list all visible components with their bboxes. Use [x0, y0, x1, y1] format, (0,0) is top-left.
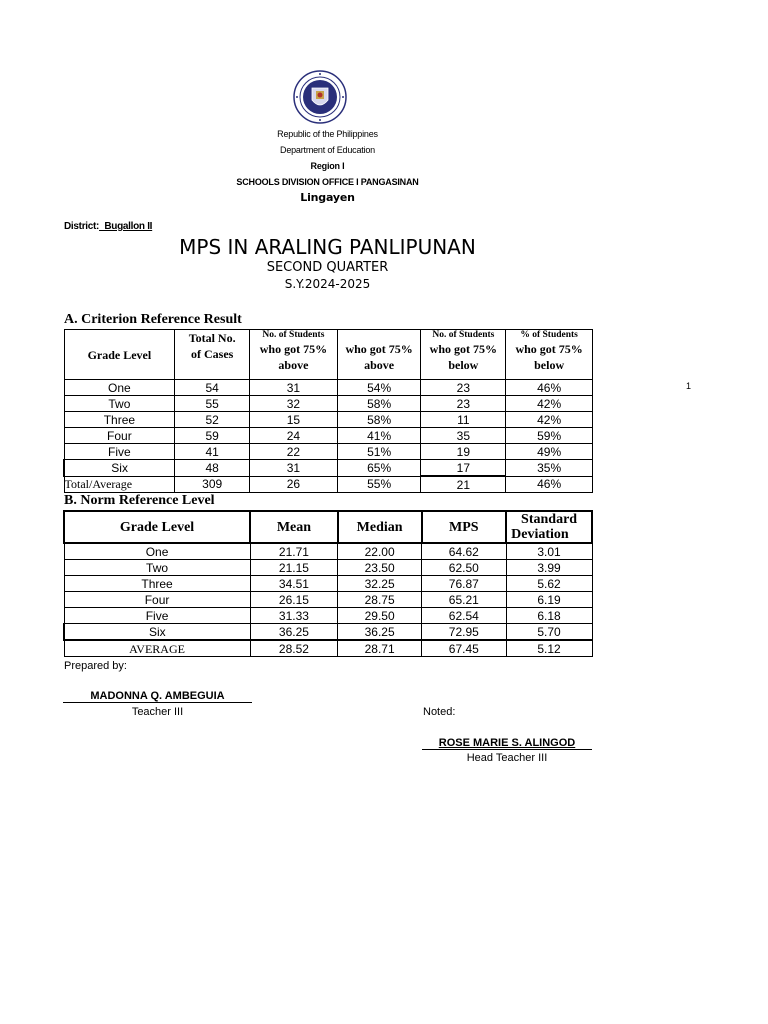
col-percent-above: who got 75% above: [337, 330, 421, 380]
cell: 51%: [337, 444, 421, 460]
cell: 52: [175, 412, 250, 428]
cell: Four: [64, 428, 175, 444]
header-town: Lingayen: [300, 191, 355, 204]
cell: 26.15: [250, 592, 338, 608]
quarter-subtitle: SECOND QUARTER: [266, 260, 389, 275]
cell: 23: [421, 396, 506, 412]
cell: 309: [175, 476, 250, 493]
cell: 42%: [506, 396, 593, 412]
cell: 28.75: [338, 592, 422, 608]
table-row: [64, 543, 592, 560]
prepared-by-label: Prepared by:: [64, 660, 127, 672]
cell: 58%: [337, 412, 421, 428]
cell: 3.99: [506, 560, 592, 576]
cell: 31: [250, 380, 338, 396]
col-grade-level: Grade Level: [64, 511, 250, 543]
col-total-cases: Total No. of Cases: [175, 330, 250, 380]
col-students-above: No. of Students who got 75% above: [250, 330, 338, 380]
cell: Three: [64, 412, 175, 428]
cell: 31: [250, 460, 338, 477]
col-students-below: No. of Students who got 75% below: [421, 330, 506, 380]
cell: Two: [64, 560, 250, 576]
table-row: [64, 608, 592, 624]
deped-seal-icon: [293, 70, 347, 124]
cell: 35%: [506, 460, 593, 477]
cell: 46%: [506, 476, 593, 493]
cell: Four: [64, 592, 250, 608]
cell: 35: [421, 428, 506, 444]
page-title: MPS IN ARALING PANLIPUNAN: [179, 235, 476, 259]
cell: 62.50: [422, 560, 507, 576]
table-row: [64, 412, 593, 428]
preparer-name: MADONNA Q. AMBEGUIA: [63, 690, 252, 703]
page-number: 1: [686, 381, 692, 391]
cell: 59: [175, 428, 250, 444]
district-field: [64, 221, 152, 232]
cell: Five: [64, 608, 250, 624]
table-row: [64, 560, 592, 576]
cell: 32: [250, 396, 338, 412]
cell: 22.00: [338, 543, 422, 560]
cell: 21: [421, 476, 506, 493]
cell: 49%: [506, 444, 593, 460]
cell: 29.50: [338, 608, 422, 624]
noter-title: Head Teacher III: [466, 752, 548, 764]
cell: 17: [421, 460, 506, 477]
section-b-heading: B. Norm Reference Level: [64, 493, 215, 508]
cell: 65%: [337, 460, 421, 477]
header-republic: Republic of the Philippines: [277, 129, 378, 139]
cell: Three: [64, 576, 250, 592]
cell: 41: [175, 444, 250, 460]
noted-label: Noted:: [423, 706, 456, 718]
cell: 28.52: [250, 640, 338, 657]
cell: AVERAGE: [64, 640, 250, 657]
cell: 32.25: [338, 576, 422, 592]
cell: 5.70: [506, 624, 592, 641]
col-mps: MPS: [422, 511, 507, 543]
cell: 62.54: [422, 608, 507, 624]
cell: 48: [175, 460, 250, 477]
cell: 31.33: [250, 608, 338, 624]
col-standard-deviation: Standard Deviation: [506, 511, 592, 543]
cell: 28.71: [338, 640, 422, 657]
cell: 21.71: [250, 543, 338, 560]
table-row-total: [64, 476, 593, 493]
table-row: [64, 460, 593, 477]
cell: 6.19: [506, 592, 592, 608]
table-row: [64, 576, 592, 592]
table-row: [64, 624, 592, 641]
cell: 22: [250, 444, 338, 460]
col-mean: Mean: [250, 511, 338, 543]
cell: 65.21: [422, 592, 507, 608]
cell: One: [64, 543, 250, 560]
cell: One: [64, 380, 175, 396]
cell: Two: [64, 396, 175, 412]
cell: Five: [64, 444, 175, 460]
cell: 41%: [337, 428, 421, 444]
cell: 54: [175, 380, 250, 396]
table-row: [64, 592, 592, 608]
district-label: District:: [64, 221, 100, 232]
cell: Six: [64, 460, 175, 477]
cell: 24: [250, 428, 338, 444]
col-percent-below: % of Students who got 75% below: [506, 330, 593, 380]
cell: 5.12: [506, 640, 592, 657]
col-median: Median: [338, 511, 422, 543]
header-division: SCHOOLS DIVISION OFFICE I PANGASINAN: [236, 177, 419, 187]
cell: Total/Average: [64, 476, 175, 493]
school-year: S.Y.2024-2025: [284, 277, 371, 291]
cell: 36.25: [338, 624, 422, 641]
cell: 11: [421, 412, 506, 428]
cell: 72.95: [422, 624, 507, 641]
preparer-title: Teacher III: [131, 706, 184, 718]
cell: 46%: [506, 380, 593, 396]
cell: 23: [421, 380, 506, 396]
header-department: Department of Education: [280, 145, 375, 155]
cell: 34.51: [250, 576, 338, 592]
cell: 23.50: [338, 560, 422, 576]
table-row: [64, 444, 593, 460]
cell: 67.45: [422, 640, 507, 657]
cell: 36.25: [250, 624, 338, 641]
header-region: Region I: [310, 161, 345, 171]
cell: 58%: [337, 396, 421, 412]
section-a-heading: A. Criterion Reference Result: [64, 312, 242, 327]
table-row: [64, 380, 593, 396]
cell: 64.62: [422, 543, 507, 560]
table-row: [64, 428, 593, 444]
criterion-reference-table: [63, 329, 593, 493]
col-grade-level: Grade Level: [64, 330, 175, 380]
cell: 19: [421, 444, 506, 460]
cell: 15: [250, 412, 338, 428]
table-row-average: [64, 640, 592, 657]
cell: Six: [64, 624, 250, 641]
cell: 5.62: [506, 576, 592, 592]
cell: 6.18: [506, 608, 592, 624]
cell: 3.01: [506, 543, 592, 560]
cell: 55%: [337, 476, 421, 493]
cell: 26: [250, 476, 338, 493]
district-value: _Bugallon II: [99, 221, 153, 232]
noter-name: ROSE MARIE S. ALINGOD: [422, 737, 592, 750]
cell: 42%: [506, 412, 593, 428]
cell: 55: [175, 396, 250, 412]
cell: 76.87: [422, 576, 507, 592]
cell: 21.15: [250, 560, 338, 576]
norm-reference-table: [63, 510, 593, 657]
cell: 54%: [337, 380, 421, 396]
cell: 59%: [506, 428, 593, 444]
table-row: [64, 396, 593, 412]
